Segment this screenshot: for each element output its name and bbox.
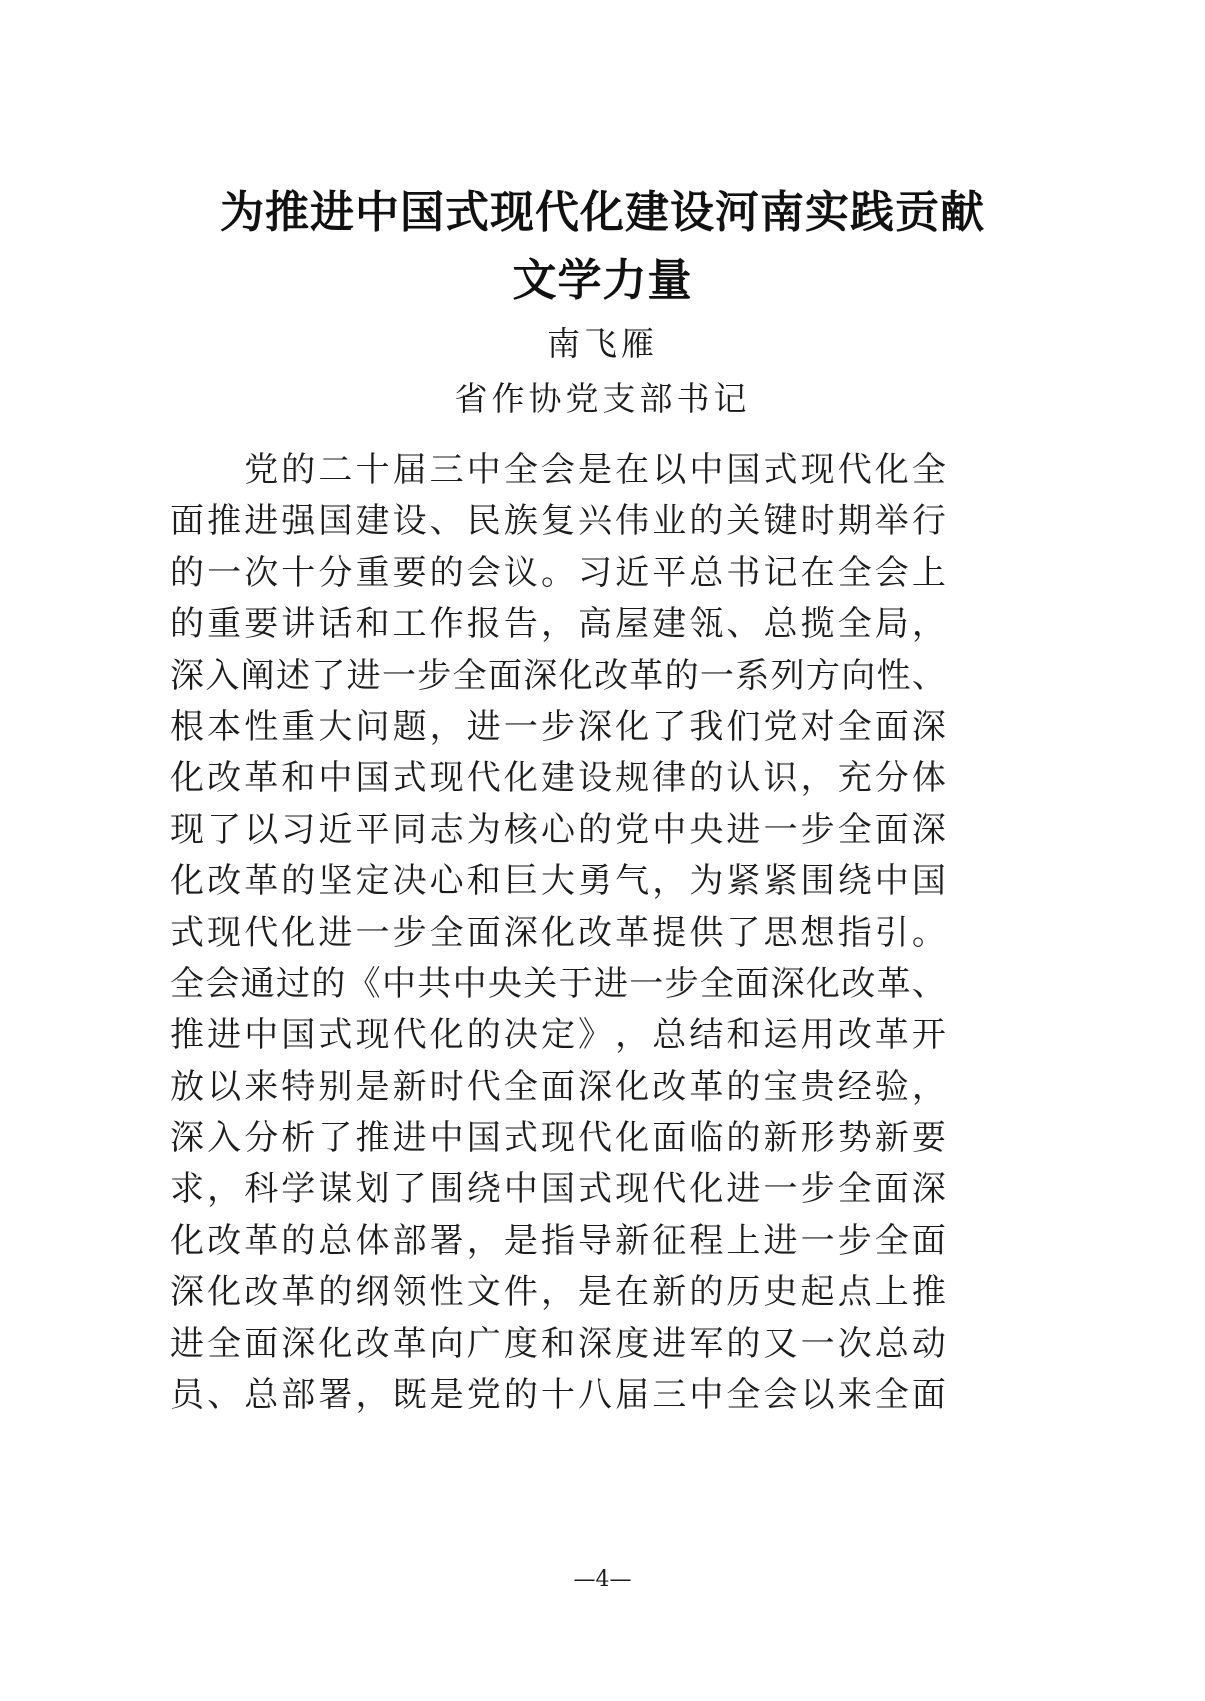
author-name: 南飞雁 bbox=[547, 324, 658, 363]
body-line: 化 改 革 和 中 国 式 现 代 化 建 设 规 律 的 认 识 ， 充 分 体 bbox=[170, 758, 946, 799]
body-line: 面 推 进 强 国 建 设 、 民 族 复 兴 伟 业 的 关 键 时 期 举 行 bbox=[170, 501, 946, 542]
article-title-line-1: 为推进中国式现代化建设河南实践贡献 bbox=[220, 187, 985, 238]
body-line: 深 入 阐 述 了 进 一 步 全 面 深 化 改 革 的 一 系 列 方 向 性 、 bbox=[170, 655, 946, 696]
article-body bbox=[170, 445, 946, 1421]
body-line: 的 一 次 十 分 重 要 的 会 议 。 习 近 平 总 书 记 在 全 会 上 bbox=[170, 552, 946, 593]
body-line: 化 改 革 的 坚 定 决 心 和 巨 大 勇 气 ， 为 紧 紧 围 绕 中 国 bbox=[170, 861, 946, 902]
page-number: —4— bbox=[573, 1567, 632, 1592]
body-line: 的 重 要 讲 话 和 工 作 报 告 ， 高 屋 建 瓴 、 总 揽 全 局 ， bbox=[170, 604, 946, 645]
body-line: 化 改 革 的 总 体 部 署 ， 是 指 导 新 征 程 上 进 一 步 全 面 bbox=[170, 1220, 946, 1261]
body-line: 进 全 面 深 化 改 革 向 广 度 和 深 度 进 军 的 又 一 次 总 动 bbox=[170, 1323, 946, 1364]
body-line: 党 的 二 十 届 三 中 全 会 是 在 以 中 国 式 现 代 化 全 bbox=[244, 450, 946, 490]
body-line: 推 进 中 国 式 现 代 化 的 决 定 》 ， 总 结 和 运 用 改 革 开 bbox=[170, 1015, 946, 1056]
article-title-line-2: 文学力量 bbox=[512, 255, 693, 306]
body-line: 员 、 总 部 署 ， 既 是 党 的 十 八 届 三 中 全 会 以 来 全 面 bbox=[170, 1375, 946, 1416]
body-line: 深 入 分 析 了 推 进 中 国 式 现 代 化 面 临 的 新 形 势 新 要 bbox=[170, 1118, 946, 1159]
body-line: 根 本 性 重 大 问 题 ， 进 一 步 深 化 了 我 们 党 对 全 面 深 bbox=[170, 706, 946, 747]
body-line: 式 现 代 化 进 一 步 全 面 深 化 改 革 提 供 了 思 想 指 引 。 bbox=[170, 912, 946, 953]
body-line: 求 ， 科 学 谋 划 了 围 绕 中 国 式 现 代 化 进 一 步 全 面 深 bbox=[170, 1169, 946, 1210]
author-role: 省作协党支部书记 bbox=[454, 379, 751, 418]
body-line: 放 以 来 特 别 是 新 时 代 全 面 深 化 改 革 的 宝 贵 经 验 ， bbox=[170, 1066, 946, 1107]
body-line: 深 化 改 革 的 纲 领 性 文 件 ， 是 在 新 的 历 史 起 点 上 推 bbox=[170, 1272, 946, 1313]
body-line: 现 了 以 习 近 平 同 志 为 核 心 的 党 中 央 进 一 步 全 面 深 bbox=[170, 809, 946, 850]
body-line: 全 会 通 过 的 《 中 共 中 央 关 于 进 一 步 全 面 深 化 改 革 、 bbox=[170, 963, 946, 1004]
